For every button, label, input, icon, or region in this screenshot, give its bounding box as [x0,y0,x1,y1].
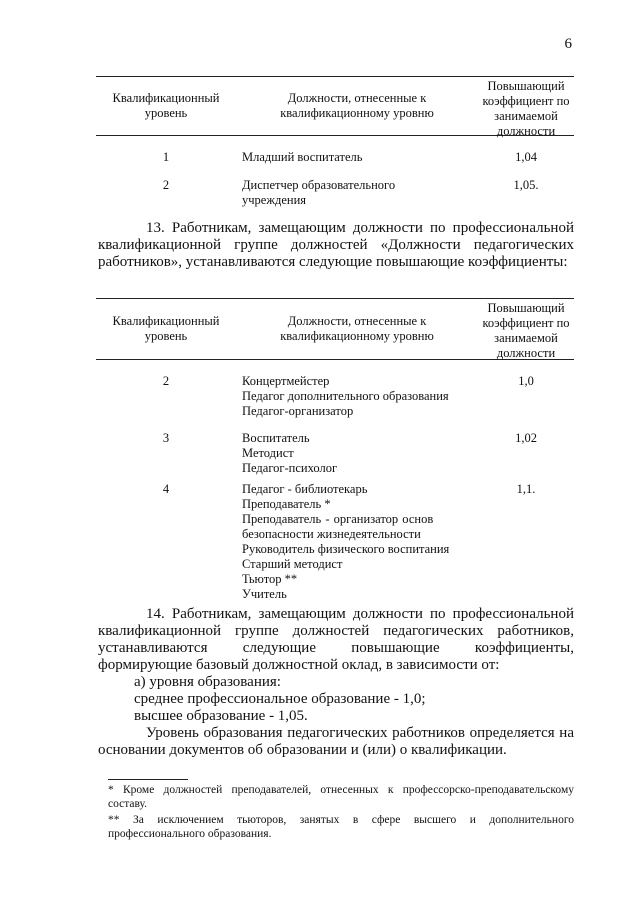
position: безопасности жизнедеятельности [242,527,421,541]
position: Педагог-психолог [242,461,338,475]
row-level: 2 [162,178,170,192]
row-coefficient: 1,0 [518,374,534,388]
footnote-divider [108,779,188,780]
position: Тьютор ** [242,572,298,586]
header-coefficient: Повышающий коэффициент по занимаемой должности [482,301,570,360]
position: Концертмейстер [242,374,330,388]
position: Педагог дополнительного образования [242,389,449,403]
position: Старший методист [242,557,343,571]
table-row [96,482,574,602]
position: Преподаватель - организатор основ [242,512,434,526]
position: Диспетчер образовательного учреждения [242,178,396,207]
list-item: а) уровня образования: [134,674,281,690]
position: Руководитель физического воспитания [242,542,450,556]
table-row [96,374,574,431]
table-row [96,178,574,208]
row-positions [236,150,478,178]
position: Педагог-организатор [242,404,354,418]
header-positions: Должности, отнесенные к квалификационному уровню [280,314,434,343]
position: Младший воспитатель [242,150,363,164]
row-level: 3 [162,431,170,445]
paragraph-final: Уровень образования педагогических работников определяется на основании документов об образовании и (или) о квалификации. [98,725,574,758]
row-coefficient: 1,1. [516,482,536,496]
row-coefficient: 1,05. [513,178,539,192]
row-positions [236,178,478,208]
row-coefficient: 1,02 [515,431,537,445]
coefficient-table-2 [96,298,574,602]
coefficient-table-1 [96,76,574,208]
row-level: 4 [162,482,170,496]
footnote-1: * Кроме должностей преподавателей, отнесенных к профессорско-преподавательскому составу. [108,784,574,810]
table-header [96,298,574,360]
footnote-2: ** За исключением тьюторов, занятых в сфере высшего и дополнительного профессионального образования. [108,814,574,840]
position: Педагог - библиотекарь [242,482,368,496]
table-header [96,76,574,136]
table-row [96,431,574,482]
position: Методист [242,446,294,460]
paragraph-13 [98,220,574,271]
paragraph-text: 14. Работникам, замещающим должности по профессиональной квалификационной группе должностей педагогических работников, устанавливаются следующие повышающие коэффициенты, формирующие базовый должностной оклад, в зависимости от: [98,606,574,673]
row-coefficient: 1,04 [515,150,537,164]
row-positions [236,374,478,431]
list-item: высшее образование - 1,05. [134,708,308,724]
header-positions: Должности, отнесенные к квалификационному уровню [280,91,434,120]
row-positions [236,482,478,602]
row-positions [236,431,478,482]
header-coefficient: Повышающий коэффициент по занимаемой должности [482,79,570,138]
paragraph-14 [98,606,574,759]
position: Преподаватель * [242,497,331,511]
footnotes [108,783,574,843]
row-level: 1 [162,150,170,164]
row-level: 2 [162,374,170,388]
position: Учитель [242,587,287,601]
header-level: Квалификационный уровень [112,314,220,343]
list-item: среднее профессиональное образование - 1,0; [134,691,426,707]
table-row [96,150,574,178]
page-number: 6 [564,36,572,52]
position: Воспитатель [242,431,310,445]
header-level: Квалификационный уровень [112,91,220,120]
paragraph-text: 13. Работникам, замещающим должности по профессиональной квалификационной группе должностей «Должности педагогических работников», устанавливаются следующие повышающие коэффициенты: [98,220,574,270]
